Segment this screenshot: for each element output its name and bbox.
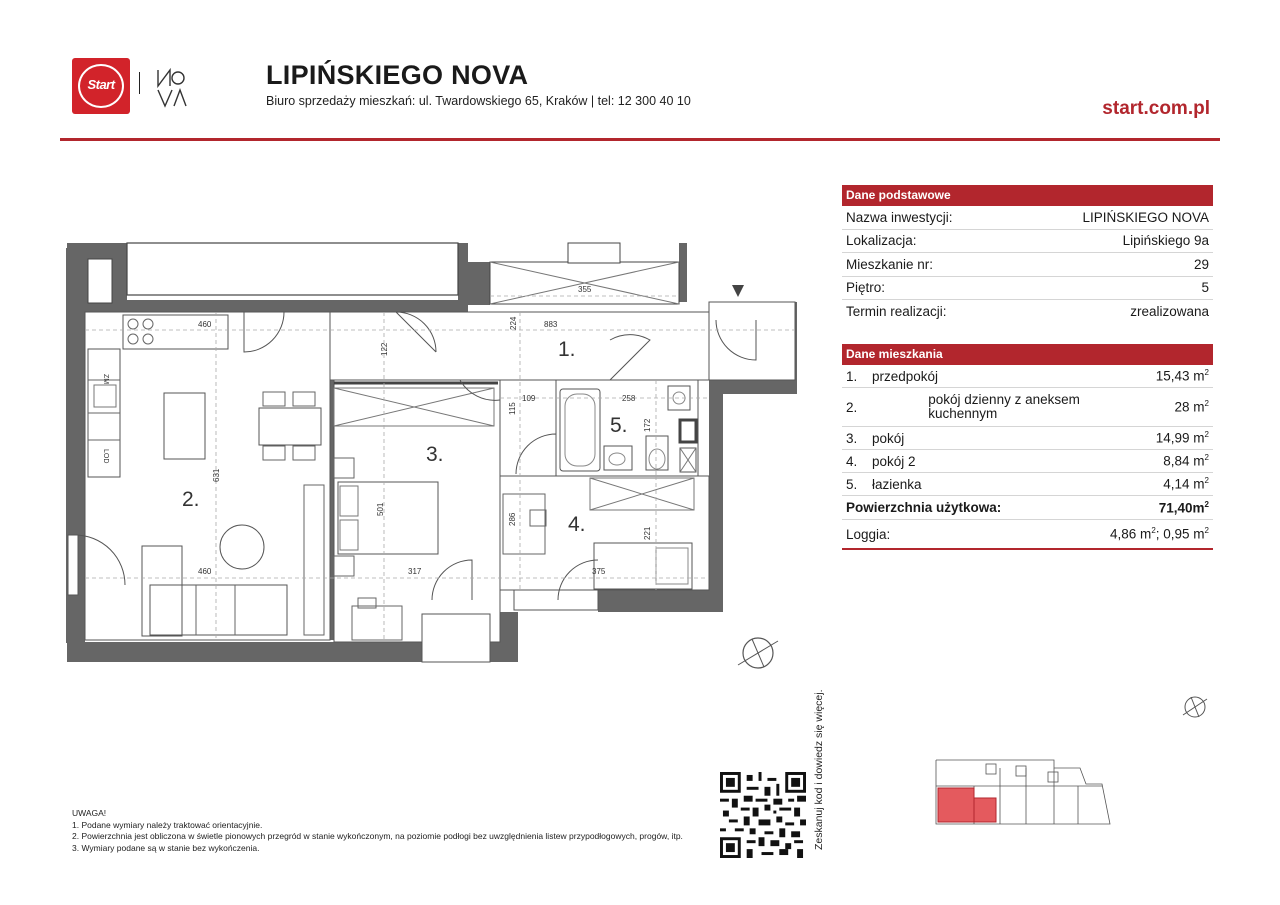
note-line: 2. Powierzchnia jest obliczona w świetle pionowych przegród w stanie wykończonym, na poziomie podłogi bez uwzględnienia listew przypodłogowych, progów, itp. [72, 831, 683, 841]
row-value: zrealizowana [1130, 304, 1209, 320]
room-area-value: 8,84 m [1163, 453, 1205, 469]
row-value: 5 [1201, 280, 1209, 296]
room-area-value: 4,14 m [1163, 476, 1205, 492]
basic-row [842, 230, 1213, 254]
start-logo [72, 58, 130, 114]
loggia-row [842, 520, 1213, 548]
appliance-label: LOD [102, 449, 109, 464]
row-value: 29 [1193, 256, 1209, 272]
room-number-1: 1. [558, 338, 576, 361]
room-area-value: 14,99 m [1155, 430, 1205, 446]
dim-label: 286 [508, 512, 517, 526]
dim-label: 460 [198, 567, 212, 576]
website-link[interactable]: start.com.pl [1102, 98, 1210, 119]
room-area [1175, 399, 1209, 415]
room-row [842, 427, 1213, 450]
compass-icon [1182, 694, 1208, 720]
dim-label: 317 [408, 567, 422, 576]
dim-label: 355 [578, 285, 592, 294]
unit-sup: 2 [1204, 399, 1209, 409]
room-area-value: 28 m [1174, 399, 1205, 415]
room-label: przedpokój [872, 368, 939, 384]
usable-area-row [842, 496, 1213, 520]
room-num: 2. [846, 399, 858, 415]
row-label: Mieszkanie nr: [846, 256, 934, 272]
room-number-5: 5. [610, 414, 628, 437]
loggia-value: 4,86 m [1110, 526, 1152, 542]
unit-sup: 2 [1204, 476, 1209, 486]
row-value: LIPIŃSKIEGO NOVA [1082, 209, 1209, 225]
row-label: Nazwa inwestycji: [846, 209, 953, 225]
room-num: 5. [846, 476, 858, 492]
dim-label: 122 [380, 342, 389, 356]
logo-text: Start [87, 77, 115, 92]
room-label: pokój dzienny z aneksem kuchennym [928, 392, 1080, 421]
sales-office-info: Biuro sprzedaży mieszkań: ul. Twardowskiego 65, Kraków | tel: 12 300 40 10 [266, 94, 691, 108]
qr-caption-text: Zeskanuj kod i dowiedz się więcej. [813, 689, 825, 850]
notes-heading: UWAGA! [72, 808, 107, 818]
dim-label: 375 [592, 567, 606, 576]
room-label: pokój 2 [872, 453, 916, 469]
unit-sup: 2 [1204, 430, 1209, 440]
dim-label: 221 [643, 526, 652, 540]
basic-data-heading: Dane podstawowe [842, 185, 1213, 206]
row-label: Lokalizacja: [846, 233, 917, 249]
page-title: LIPIŃSKIEGO NOVA [266, 60, 529, 90]
room-row [842, 365, 1213, 388]
loggia-area [1110, 526, 1209, 542]
dim-label: 224 [509, 316, 518, 330]
floor-plan [60, 235, 820, 675]
loggia-label: Loggia: [846, 526, 891, 542]
row-label: Piętro: [846, 280, 886, 296]
row-value: Lipińskiego 9a [1122, 233, 1209, 249]
qr-caption [808, 672, 830, 852]
notes [72, 808, 722, 854]
appliance-label: ZM [102, 374, 109, 385]
apartment-data-table [842, 344, 1213, 550]
unit-sup: 2 [1204, 453, 1209, 463]
dim-label: 258 [622, 394, 636, 403]
loggia-value: ; 0,95 m [1155, 526, 1205, 542]
dim-label: 115 [508, 402, 517, 415]
dim-label: 460 [198, 320, 212, 329]
room-area [1156, 430, 1209, 446]
logo-separator [139, 72, 140, 94]
room-num: 4. [846, 453, 858, 469]
dim-label: 501 [376, 502, 385, 516]
unit-sup: 2 [1204, 368, 1209, 378]
dim-label: 109 [522, 394, 536, 403]
basic-row [842, 253, 1213, 277]
compass-icon [738, 638, 778, 668]
qr-code-icon[interactable] [720, 772, 806, 858]
room-row [842, 388, 1213, 427]
unit-sup: 2 [1204, 499, 1209, 509]
basic-data-table [842, 185, 1213, 324]
room-row [842, 473, 1213, 496]
room-number-2: 2. [182, 488, 200, 511]
basic-row [842, 206, 1213, 230]
dim-label: 883 [544, 320, 558, 329]
room-num: 1. [846, 368, 858, 384]
room-number-3: 3. [426, 443, 444, 466]
room-label: łazienka [872, 476, 922, 492]
unit-sup: 2 [1204, 526, 1209, 536]
room-label: pokój [872, 430, 905, 446]
note-line: 1. Podane wymiary należy traktować orientacyjnie. [72, 819, 263, 830]
note-line: 3. Wymiary podane są w stanie bez wykończenia. [72, 842, 260, 853]
room-number-4: 4. [568, 513, 586, 536]
row-label: Termin realizacji: [846, 304, 947, 320]
room-num: 3. [846, 430, 858, 446]
dim-label: 631 [212, 468, 221, 482]
usable-area-label: Powierzchnia użytkowa: [846, 500, 1002, 515]
room-area [1163, 453, 1209, 469]
unit-sup: 2 [1151, 526, 1156, 536]
basic-row [842, 277, 1213, 301]
room-area-value: 15,43 m [1155, 368, 1205, 384]
usable-area [1159, 500, 1209, 516]
nova-logo-icon [156, 66, 188, 110]
table-bottom-rule [842, 548, 1213, 550]
key-plan-thumbnail [934, 758, 1116, 828]
room-area [1163, 476, 1209, 492]
header-rule [60, 138, 1220, 141]
room-area [1156, 368, 1209, 384]
room-row [842, 450, 1213, 473]
usable-area-value: 71,40m [1158, 500, 1205, 516]
dim-label: 172 [643, 418, 652, 432]
apartment-data-heading: Dane mieszkania [842, 344, 1213, 365]
basic-row [842, 300, 1213, 324]
